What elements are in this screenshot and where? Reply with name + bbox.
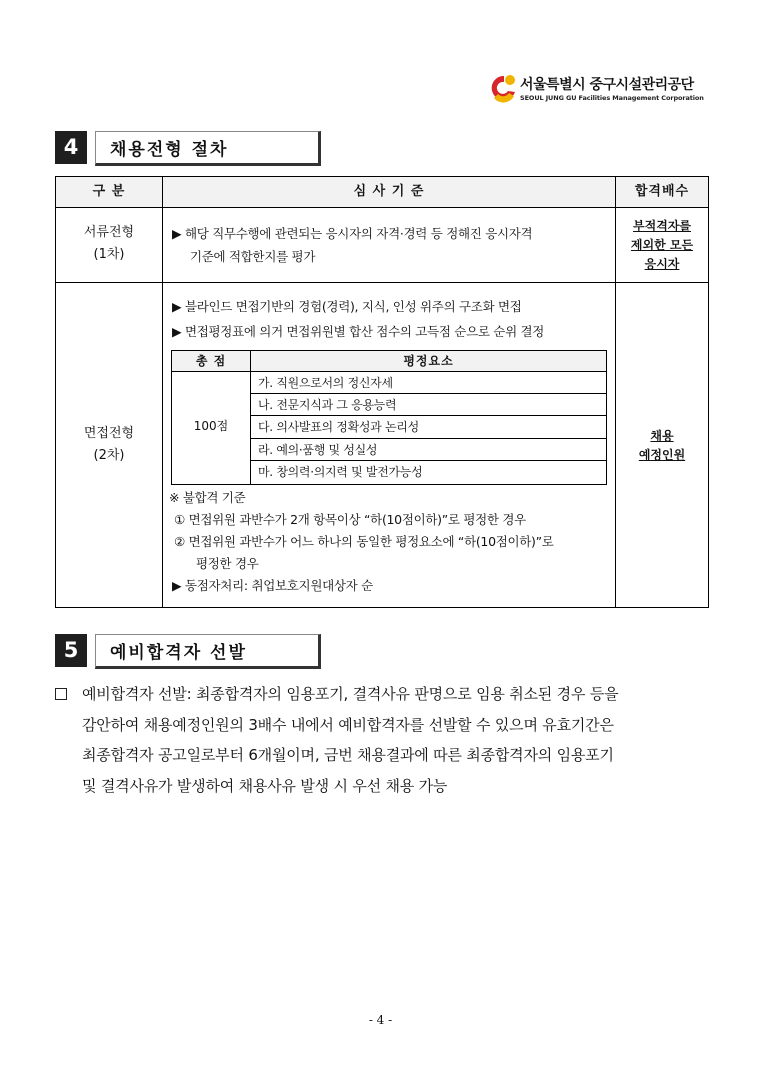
evaluation-element: 마. 창의력·의지력 및 발전가능성 [258,465,423,479]
paragraph-line: 최종합격자 공고일로부터 6개월이며, 금번 채용결과에 따른 최종합격자의 임용포기 [82,746,614,764]
section-4-heading [55,131,325,167]
table-row-document-screening [56,222,162,266]
table-row-interview [56,423,162,467]
multiplier-document: 부적격자를 제외한 모든 응시자 [630,219,694,271]
paragraph-line: 및 결격사유가 발생하여 채용사유 발생 시 우선 채용 가능 [82,777,448,795]
section-4-number: 4 [55,131,87,164]
score-header-elements: 평정요소 [403,354,454,368]
section-5-heading [55,634,325,670]
org-logo [490,72,710,106]
org-name: 서울특별시 중구시설관리공단 [520,77,694,93]
header-multiplier: 합격배수 [634,184,690,199]
org-emblem-icon [490,72,518,104]
checkbox-bullet-icon [55,688,67,700]
evaluation-element: 나. 전문지식과 그 응용능력 [258,398,397,412]
criteria-line: ▶ 면접평정표에 의거 면접위원별 합산 점수의 고득점 순으로 순위 결정 [172,324,545,339]
evaluation-element: 라. 예의·품행 및 성실성 [258,443,378,457]
note-line: ▶ 동점자처리: 취업보호지원대상자 순 [172,578,373,593]
section-5-title: 예비합격자 선발 [110,643,247,663]
paragraph-line: 감안하여 채용예정인원의 3배수 내에서 예비합격자를 선발할 수 있으며 유효기간은 [82,716,614,734]
paragraph-line: 예비합격자 선발: 최종합격자의 임용포기, 결격사유 판명으로 임용 취소된 경우 등을 [82,685,619,703]
section-4-title: 채용전형 절차 [110,140,229,160]
stage-round: (2차) [93,448,125,463]
criteria-line: ▶ 해당 직무수행에 관련되는 응시자의 자격·경력 등 정해진 응시자격 [172,226,533,241]
section-4-title-box [95,131,321,166]
stage-name: 서류전형 [83,225,135,240]
criteria-line: ▶ 블라인드 면접기반의 경험(경력), 지식, 인성 위주의 구조화 면접 [172,299,522,314]
section-5-number: 5 [55,634,87,667]
total-score: 100점 [193,419,229,433]
section-5-title-box [95,634,321,669]
header-criteria: 심 사 기 준 [353,184,425,199]
evaluation-element: 다. 의사발표의 정확성과 논리성 [258,420,419,434]
note-line: ① 면접위원 과반수가 2개 항목이상 “하(10점이하)”로 평정한 경우 [174,512,526,527]
org-name-en: SEOUL JUNG GU Facilities Management Corporation [520,94,704,102]
stage-name: 면접전형 [83,426,135,441]
header-category: 구 분 [92,184,126,199]
multiplier-interview: 채용 예정인원 [638,429,686,462]
note-line: ※ 불합격 기준 [169,490,246,505]
note-line: ② 면접위원 과반수가 어느 하나의 동일한 평정요소에 “하(10점이하)”로 [174,534,554,549]
evaluation-element: 가. 직원으로서의 정신자세 [258,376,393,390]
interview-score-table [171,350,607,485]
page-number: - 4 - [368,1013,393,1027]
stage-round: (1차) [93,247,125,262]
score-header-total: 총 점 [195,354,227,368]
criteria-line: 기준에 적합한지를 평가 [190,249,316,264]
note-line: 평정한 경우 [196,556,259,571]
